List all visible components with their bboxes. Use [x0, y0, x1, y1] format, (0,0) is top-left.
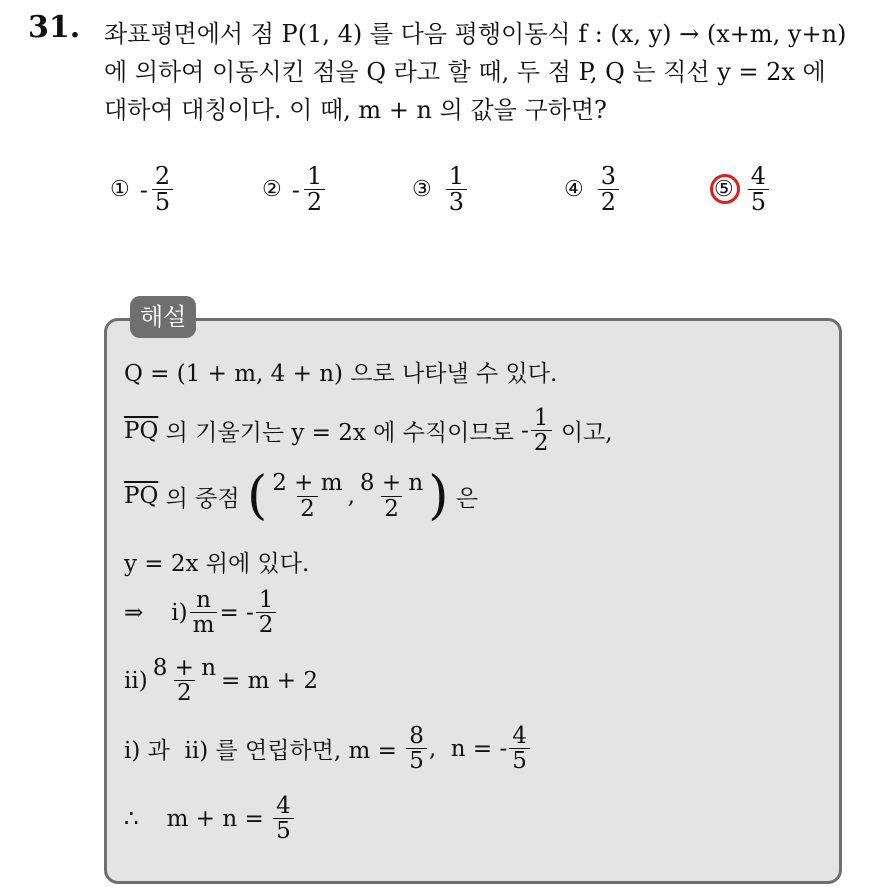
sign: - [521, 417, 529, 444]
fraction-denominator: m [190, 612, 218, 637]
fraction-numerator: 8 + n [152, 655, 217, 681]
explanation-line-1: Q = (1 + m, 4 + n) 으로 나타낼 수 있다. [124, 361, 558, 387]
fraction-denominator: 5 [748, 189, 769, 215]
fraction-denominator: 2 [297, 496, 318, 521]
explanation-line-4: y = 2x 위에 있다. [124, 551, 310, 577]
choice-fraction [152, 164, 173, 215]
fraction-denominator: 2 [598, 189, 619, 215]
choice-sign: - [139, 175, 148, 204]
choice-mark-text: ⑤ [714, 177, 734, 203]
fraction-denominator: 2 [304, 189, 325, 215]
question-line-3: 대하여 대칭이다. 이 때, m + n 의 값을 구하면? [104, 96, 607, 124]
explanation-line-3 [124, 466, 479, 526]
comma: , [347, 483, 355, 509]
fraction-numerator: 8 [409, 723, 424, 749]
choice-fraction [598, 164, 619, 215]
ratio-fraction [190, 588, 218, 637]
fraction-numerator: 1 [533, 405, 549, 431]
explanation-tail: 이고, [553, 420, 613, 447]
equals: = - [219, 599, 254, 626]
question-line-2: 에 의하여 이동시킨 점을 Q 라고 할 때, 두 점 P, Q 는 직선 y = 2x 에 [104, 58, 826, 86]
explanation-line-7 [124, 724, 532, 773]
explanation-text: i) 과 ii) 를 연립하면, m = [124, 738, 405, 765]
midpoint-y-fraction [357, 471, 426, 520]
question-line-1: 좌표평면에서 점 P(1, 4) 를 다음 평행이동식 f : (x, y) → (x+m, y+n) [104, 20, 847, 48]
left-paren-icon: ( [246, 466, 268, 526]
fraction-numerator: n [196, 587, 211, 613]
problem-number: 31. [28, 10, 81, 45]
fraction-denominator: 5 [273, 818, 294, 843]
explanation-mid: , n = - [428, 735, 508, 762]
implies-arrow-icon: ⇒ [124, 599, 144, 626]
equation-rhs: = m + 2 [221, 667, 318, 694]
explanation-line-5 [124, 588, 278, 637]
selected-answer-circle-icon [710, 174, 740, 204]
choice-2[interactable] [262, 164, 327, 215]
explanation-text: 의 중점 [158, 485, 247, 512]
n-value-fraction [509, 724, 530, 773]
segment-pq: $\overline{PQ}$ [124, 483, 159, 509]
fraction-denominator: 2 [531, 430, 552, 455]
explanation-line-8 [124, 794, 296, 843]
choice-3[interactable] [412, 164, 469, 215]
fraction-denominator: 5 [406, 748, 427, 773]
explanation-tail: 은 [448, 485, 479, 512]
explanation-tag: 해설 [130, 296, 196, 338]
fraction-numerator: 1 [258, 587, 274, 613]
therefore-icon: ∴ [124, 805, 139, 832]
fraction-denominator: 2 [174, 680, 195, 705]
choice-fraction [304, 164, 325, 215]
case-label: i) [171, 599, 188, 626]
choice-mark: ② [262, 177, 282, 203]
fraction-numerator: 1 [448, 162, 465, 190]
result-fraction [256, 588, 277, 637]
fraction-numerator: 2 [154, 162, 171, 190]
explanation-line-6 [124, 656, 318, 705]
case-label: ii) [124, 667, 148, 694]
fraction-numerator: 4 [750, 162, 767, 190]
midpoint-fraction [150, 656, 219, 705]
midpoint-x-fraction [269, 471, 345, 520]
fraction-denominator: 2 [256, 612, 277, 637]
explanation-text: 의 기울기는 y = 2x 에 수직이므로 [158, 420, 522, 447]
right-paren-icon: ) [428, 466, 449, 526]
choice-1[interactable] [110, 164, 175, 215]
final-fraction [273, 794, 294, 843]
fraction-numerator: 1 [306, 162, 323, 190]
explanation-text: m + n = [166, 805, 272, 832]
fraction-denominator: 2 [381, 496, 402, 521]
choice-mark: ④ [564, 177, 584, 203]
fraction-denominator: 3 [446, 189, 467, 215]
choice-5[interactable] [714, 164, 771, 215]
fraction-numerator: 3 [600, 162, 617, 190]
choice-mark: ① [110, 177, 130, 203]
choice-mark [714, 177, 734, 202]
fraction-denominator: 5 [152, 189, 173, 215]
fraction-numerator: 2 + m [272, 470, 343, 497]
choice-mark: ③ [412, 177, 432, 203]
fraction-numerator: 8 + n [359, 470, 424, 497]
choice-fraction [446, 164, 467, 215]
fraction-numerator: 4 [512, 723, 527, 749]
explanation-line-2 [124, 406, 613, 455]
fraction-numerator: 4 [276, 793, 291, 819]
segment-pq: $\overline{PQ}$ [124, 417, 159, 444]
choice-fraction [748, 164, 769, 215]
choice-4[interactable] [564, 164, 621, 215]
slope-fraction [531, 406, 552, 455]
fraction-denominator: 5 [509, 748, 530, 773]
m-value-fraction [406, 724, 427, 773]
choice-sign: - [291, 175, 300, 204]
